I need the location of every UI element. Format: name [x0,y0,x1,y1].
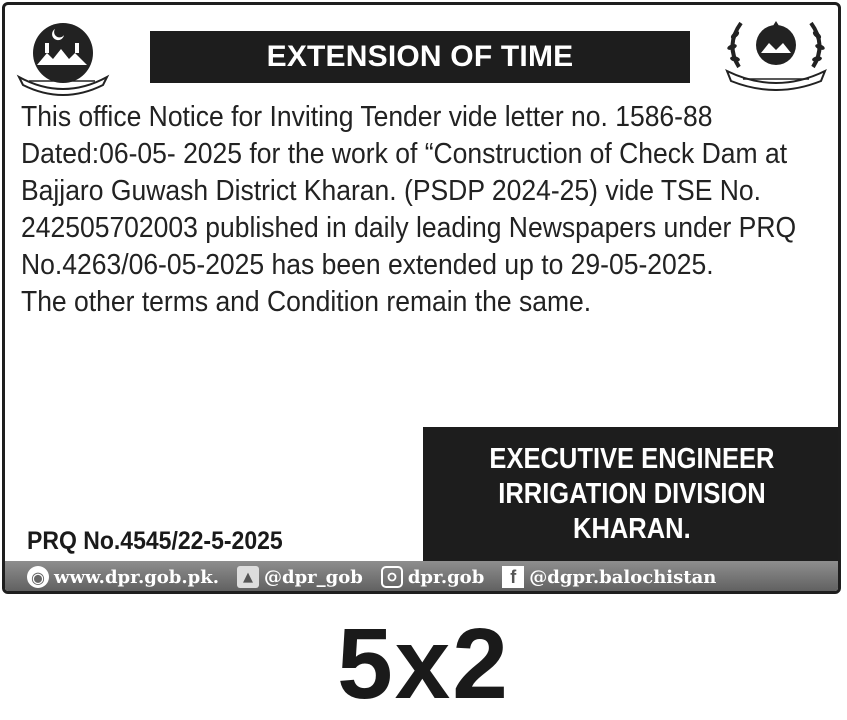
notice-body-line: 242505702003 published in daily leading Newspapers under PRQ [21,212,797,244]
notice-body-line: Dated:06-05- 2025 for the work of “Construction of Check Dam at [21,138,788,170]
twitter-link[interactable] [237,566,363,588]
instagram-link[interactable] [381,566,484,588]
website-link[interactable] [5,566,219,588]
twitter-handle: @dpr_gob [263,566,363,588]
prq-reference: PRQ No.4545/22-5-2025 [27,527,283,555]
signatory-block [423,427,841,561]
twitter-icon: ▲ [237,566,259,588]
facebook-icon: f [502,566,524,588]
facebook-link[interactable] [502,566,716,588]
signatory-division: IRRIGATION DIVISION [498,477,766,510]
facebook-handle: @dgpr.balochistan [529,566,717,588]
ad-size-label: 5x2 [337,608,510,720]
signatory-location: KHARAN. [573,512,691,545]
notice-body-line: No.4263/06-05-2025 has been extended up to 29-05-2025. [21,249,714,281]
notice-body [21,99,829,321]
notice-body-line: Bajjaro Guwash District Kharan. (PSDP 2024-25) vide TSE No. [21,175,762,207]
footer-bar [5,561,838,593]
instagram-icon [381,566,403,588]
instagram-handle: dpr.gob [407,566,485,588]
notice-body-line: The other terms and Condition remain the same. [21,286,592,318]
notice-title: EXTENSION OF TIME [150,31,690,83]
signatory-designation: EXECUTIVE ENGINEER [489,442,775,475]
globe-icon: ◉ [27,566,49,588]
dgpr-emblem-icon [719,15,833,91]
notice-advertisement [2,2,841,594]
notice-body-line: This office Notice for Inviting Tender vide letter no. 1586-88 [21,101,713,133]
balochistan-emblem-icon [15,15,111,99]
website-text: www.dpr.gob.pk. [54,566,219,588]
